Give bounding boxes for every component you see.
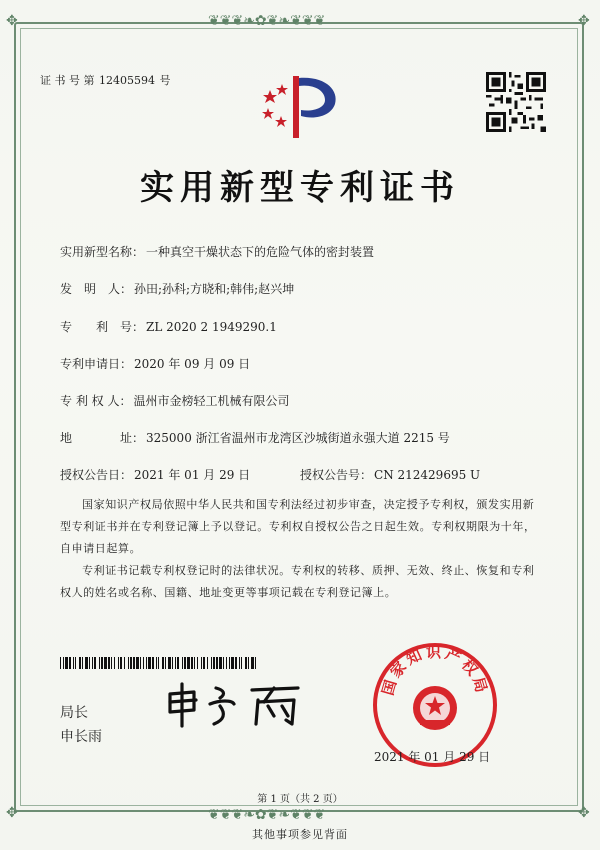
footer-note: 其他事项参见背面 <box>252 828 348 841</box>
field-application-date: 专利申请日： 2020 年 09 月 09 日 <box>60 357 251 371</box>
field-grant-announcement-number: 授权公告号： CN 212429695 U <box>300 468 481 482</box>
officer-name: 申长雨 <box>60 729 102 745</box>
field-inventors: 发 明 人： 孙田;孙科;方晓和;韩伟;赵兴坤 <box>60 282 295 296</box>
certificate-number: 证 书 号 第 12405594 号 <box>40 74 171 87</box>
page-number: 第 1 页（共 2 页） <box>257 794 343 805</box>
corner-ornament-tr: ✥ <box>578 13 590 29</box>
officer-title: 局长 <box>60 705 88 721</box>
cnipa-logo-icon <box>255 72 345 142</box>
seal-date: 2021 年 01 月 29 日 <box>374 750 491 764</box>
corner-ornament-bl: ✥ <box>6 805 18 821</box>
field-utility-model-name: 实用新型名称： 一种真空干燥状态下的危险气体的密封装置 <box>60 245 375 259</box>
field-patent-number: 专 利 号： ZL 2020 2 1949290.1 <box>60 320 277 334</box>
barcode-icon <box>60 657 258 669</box>
field-grant-announcement-date: 授权公告日： 2021 年 01 月 29 日 <box>60 468 251 482</box>
corner-ornament-br: ✥ <box>578 805 590 821</box>
certificate-title: 实用新型专利证书 <box>140 168 460 208</box>
qr-code-icon <box>486 72 546 132</box>
paragraph-grant-statement: 国家知识产权局依照中华人民共和国专利法经过初步审查，决定授予专利权，颁发实用新型专利证书并在专利登记簿上予以登记。专利权自授权公告之日起生效。专利权期限为十年，自申请日起算。 <box>60 498 536 555</box>
field-patentee: 专 利 权 人： 温州市金榜轻工机械有限公司 <box>60 394 290 408</box>
signature-icon <box>160 680 310 730</box>
corner-ornament-tl: ✥ <box>6 13 18 29</box>
top-ornament: ❦❦❦❧✿❦❧❦❦❦ <box>208 13 326 29</box>
svg-text:国家知识产权局: 国家知识产权局 <box>378 643 492 698</box>
field-address: 地 址： 325000 浙江省温州市龙湾区沙城街道永强大道 2215 号 <box>60 431 450 445</box>
bottom-ornament: ❦❦❦❧✿❦❧❦❦❦ <box>208 807 326 823</box>
paragraph-legal-status: 专利证书记载专利权登记时的法律状况。专利权的转移、质押、无效、终止、恢复和专利权人的姓名或名称、国籍、地址变更等事项记载在专利登记簿上。 <box>60 564 535 599</box>
